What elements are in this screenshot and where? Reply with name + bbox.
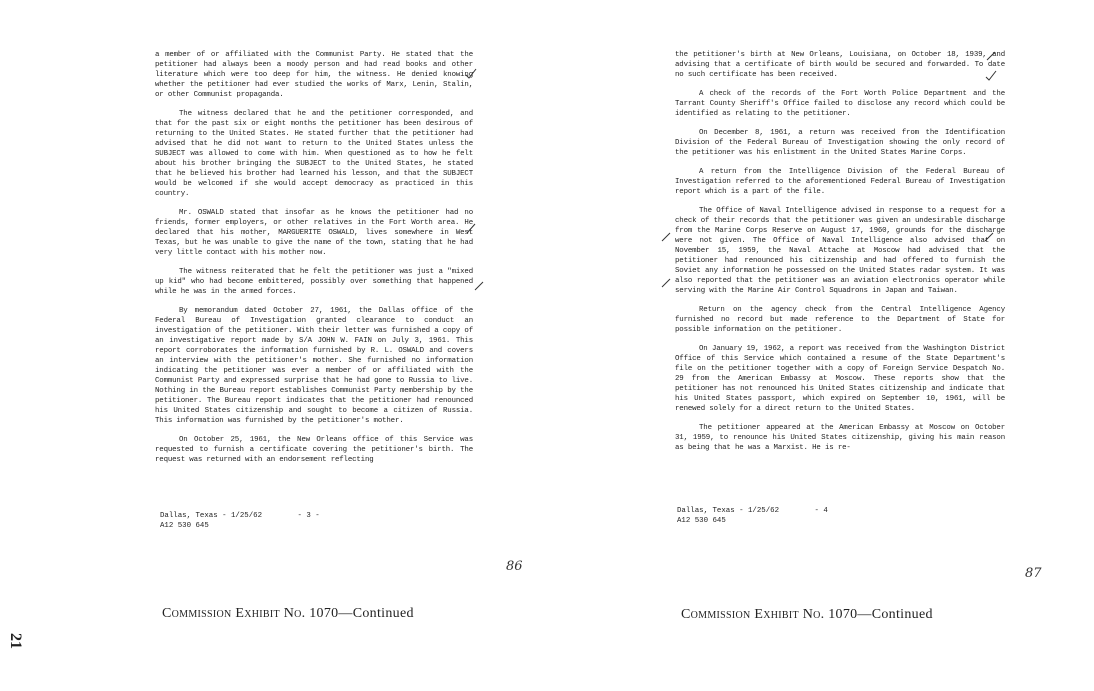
right-paragraph-2: A check of the records of the Fort Worth Police Department and the Tarrant County Sheriff's Office failed to disclose any record which could be identified as relating to the petitioner. — [675, 90, 1005, 118]
right-footer-location-date: Dallas, Texas - 1/25/62 - 4 — [677, 507, 828, 515]
left-paragraph-3: Mr. OSWALD stated that insofar as he knows the petitioner had no friends, former employers, or other relatives in the Fort Worth area. He declared that his mother, MARGUERITE OSWALD, lives somewhere in West Texas, but he was unable to give the name of the town, stating that he had very little contact with his mother now. — [155, 209, 473, 257]
left-footer-location-date: Dallas, Texas - 1/25/62 - 3 - — [160, 512, 320, 520]
right-paragraph-4: A return from the Intelligence Division of the Federal Bureau of Investigation referred to the aforementioned Federal Bureau of Investigation report which is a part of the file. — [675, 168, 1005, 196]
left-page-footer — [160, 511, 320, 531]
right-paragraph-3: On December 8, 1961, a return was received from the Identification Division of the Federal Bureau of Investigation showing the only record of the petitioner was his enlistment in the United States Marine Corps. — [675, 129, 1005, 157]
right-paragraph-6: Return on the agency check from the Central Intelligence Agency furnished no record but made reference to the Department of State for possible information on the petitioner. — [675, 306, 1005, 334]
right-caption-suffix: 1070—Continued — [824, 607, 933, 622]
right-exhibit-caption — [681, 607, 933, 623]
side-page-number: 21 — [7, 633, 24, 649]
left-exhibit-caption — [162, 606, 414, 622]
right-paragraph-7: On January 19, 1962, a report was received from the Washington District Office of this Service which contained a resume of the State Department's file on the petitioner together with a copy of Foreign Service Despatch No. 29 from the American Embassy at Moscow. These reports show that the petitioner has not renounced his United States citizenship and indicate that his United States passport, which expired on September 10, 1961, will be renewed solely for a direct return to the United States. — [675, 345, 1005, 413]
right-footer-file-number: A12 530 645 — [677, 517, 726, 525]
check-mark-icon — [985, 70, 997, 82]
right-typed-page — [675, 50, 1005, 462]
left-paragraph-1: a member of or affiliated with the Communist Party. He stated that the petitioner had always been a moody person and had read books and other literature which were too deep for him, the witness. He denied knowing whether the petitioner had ever studied the works of Marx, Lenin, Stalin, or other Communist propaganda. — [155, 51, 473, 99]
left-caption-suffix: 1070—Continued — [305, 606, 414, 621]
right-handwritten-page-number: 87 — [1025, 566, 1042, 581]
left-footer-file-number: A12 530 645 — [160, 522, 209, 530]
left-handwritten-page-number: 86 — [506, 559, 523, 574]
check-mark-icon — [465, 68, 477, 80]
check-mark-icon — [983, 231, 995, 243]
right-paragraph-8: The petitioner appeared at the American Embassy at Moscow on October 31, 1959, to renounce his United States citizenship, giving his main reason as being that he was a Marxist. He is re- — [675, 424, 1005, 452]
right-paragraph-5: The Office of Naval Intelligence advised in response to a request for a check of their records that the petitioner was given an undesirable discharge from the Marine Corps Reserve on August 17, 1960, grounds for the discharge were not given. The Office of Naval Intelligence also advised that on November 15, 1959, the Naval Attache at Moscow had advised that the petitioner had renounced his citizenship and had offered to furnish the Soviet any information he possessed on the United States radar system. It was also reported that the petitioner was an aviation electronics operator while serving with the Marine Air Control Squadrons in Japan and Taiwan. — [675, 207, 1005, 295]
right-page-footer — [677, 506, 828, 526]
check-mark-icon — [660, 277, 672, 289]
check-mark-icon — [660, 231, 672, 243]
check-mark-icon — [985, 50, 997, 62]
right-paragraph-1: the petitioner's birth at New Orleans, Louisiana, on October 18, 1939, and advising that a certificate of birth would be secured and forwarded. To date no such certificate has been received. — [675, 51, 1005, 79]
check-mark-icon — [473, 280, 485, 292]
check-mark-icon — [465, 222, 477, 234]
right-caption-prefix: Commission Exhibit No. — [681, 607, 825, 622]
left-paragraph-2: The witness declared that he and the petitioner corresponded, and that for the past six or eight months the petitioner has been desirous of returning to the United States. He stated further that the petitioner had advised that he did not want to return to the United States unless the SUBJECT was allowed to come with him. When questioned as to how he felt about his brother bringing the SUBJECT to the United States, he stated that he believed his brother had learned his lesson, and that the SUBJECT would be welcomed if she would accept democracy as practiced in this country. — [155, 110, 473, 198]
left-caption-prefix: Commission Exhibit No. — [162, 606, 306, 621]
left-paragraph-4: The witness reiterated that he felt the petitioner was just a "mixed up kid" who had become embittered, possibly over something that happened while he was in the armed forces. — [155, 268, 473, 296]
left-paragraph-6: On October 25, 1961, the New Orleans office of this Service was requested to furnish a certificate covering the petitioner's birth. The request was returned with an endorsement reflecting — [155, 436, 473, 464]
left-typed-page — [155, 50, 473, 474]
left-paragraph-5: By memorandum dated October 27, 1961, the Dallas office of the Federal Bureau of Investigation granted clearance to conduct an investigation of the petitioner. With their letter was furnished a copy of an investigative report made by S/A JOHN W. FAIN on July 3, 1961. This report corroborates the information furnished by R. L. OSWALD and covers an interview with the petitioner's mother. She furnished no information indicating the petitioner was ever a member of or affiliated with the Communist Party and expressed surprise that he had gone to Russia to live. Nothing in the Bureau report establishes Communist Party membership by the petitioner. The Bureau report indicates that the petitioner had renounced his United States citizenship and sought to become a citizen of Russia. This information was furnished by the petitioner's mother. — [155, 307, 473, 425]
